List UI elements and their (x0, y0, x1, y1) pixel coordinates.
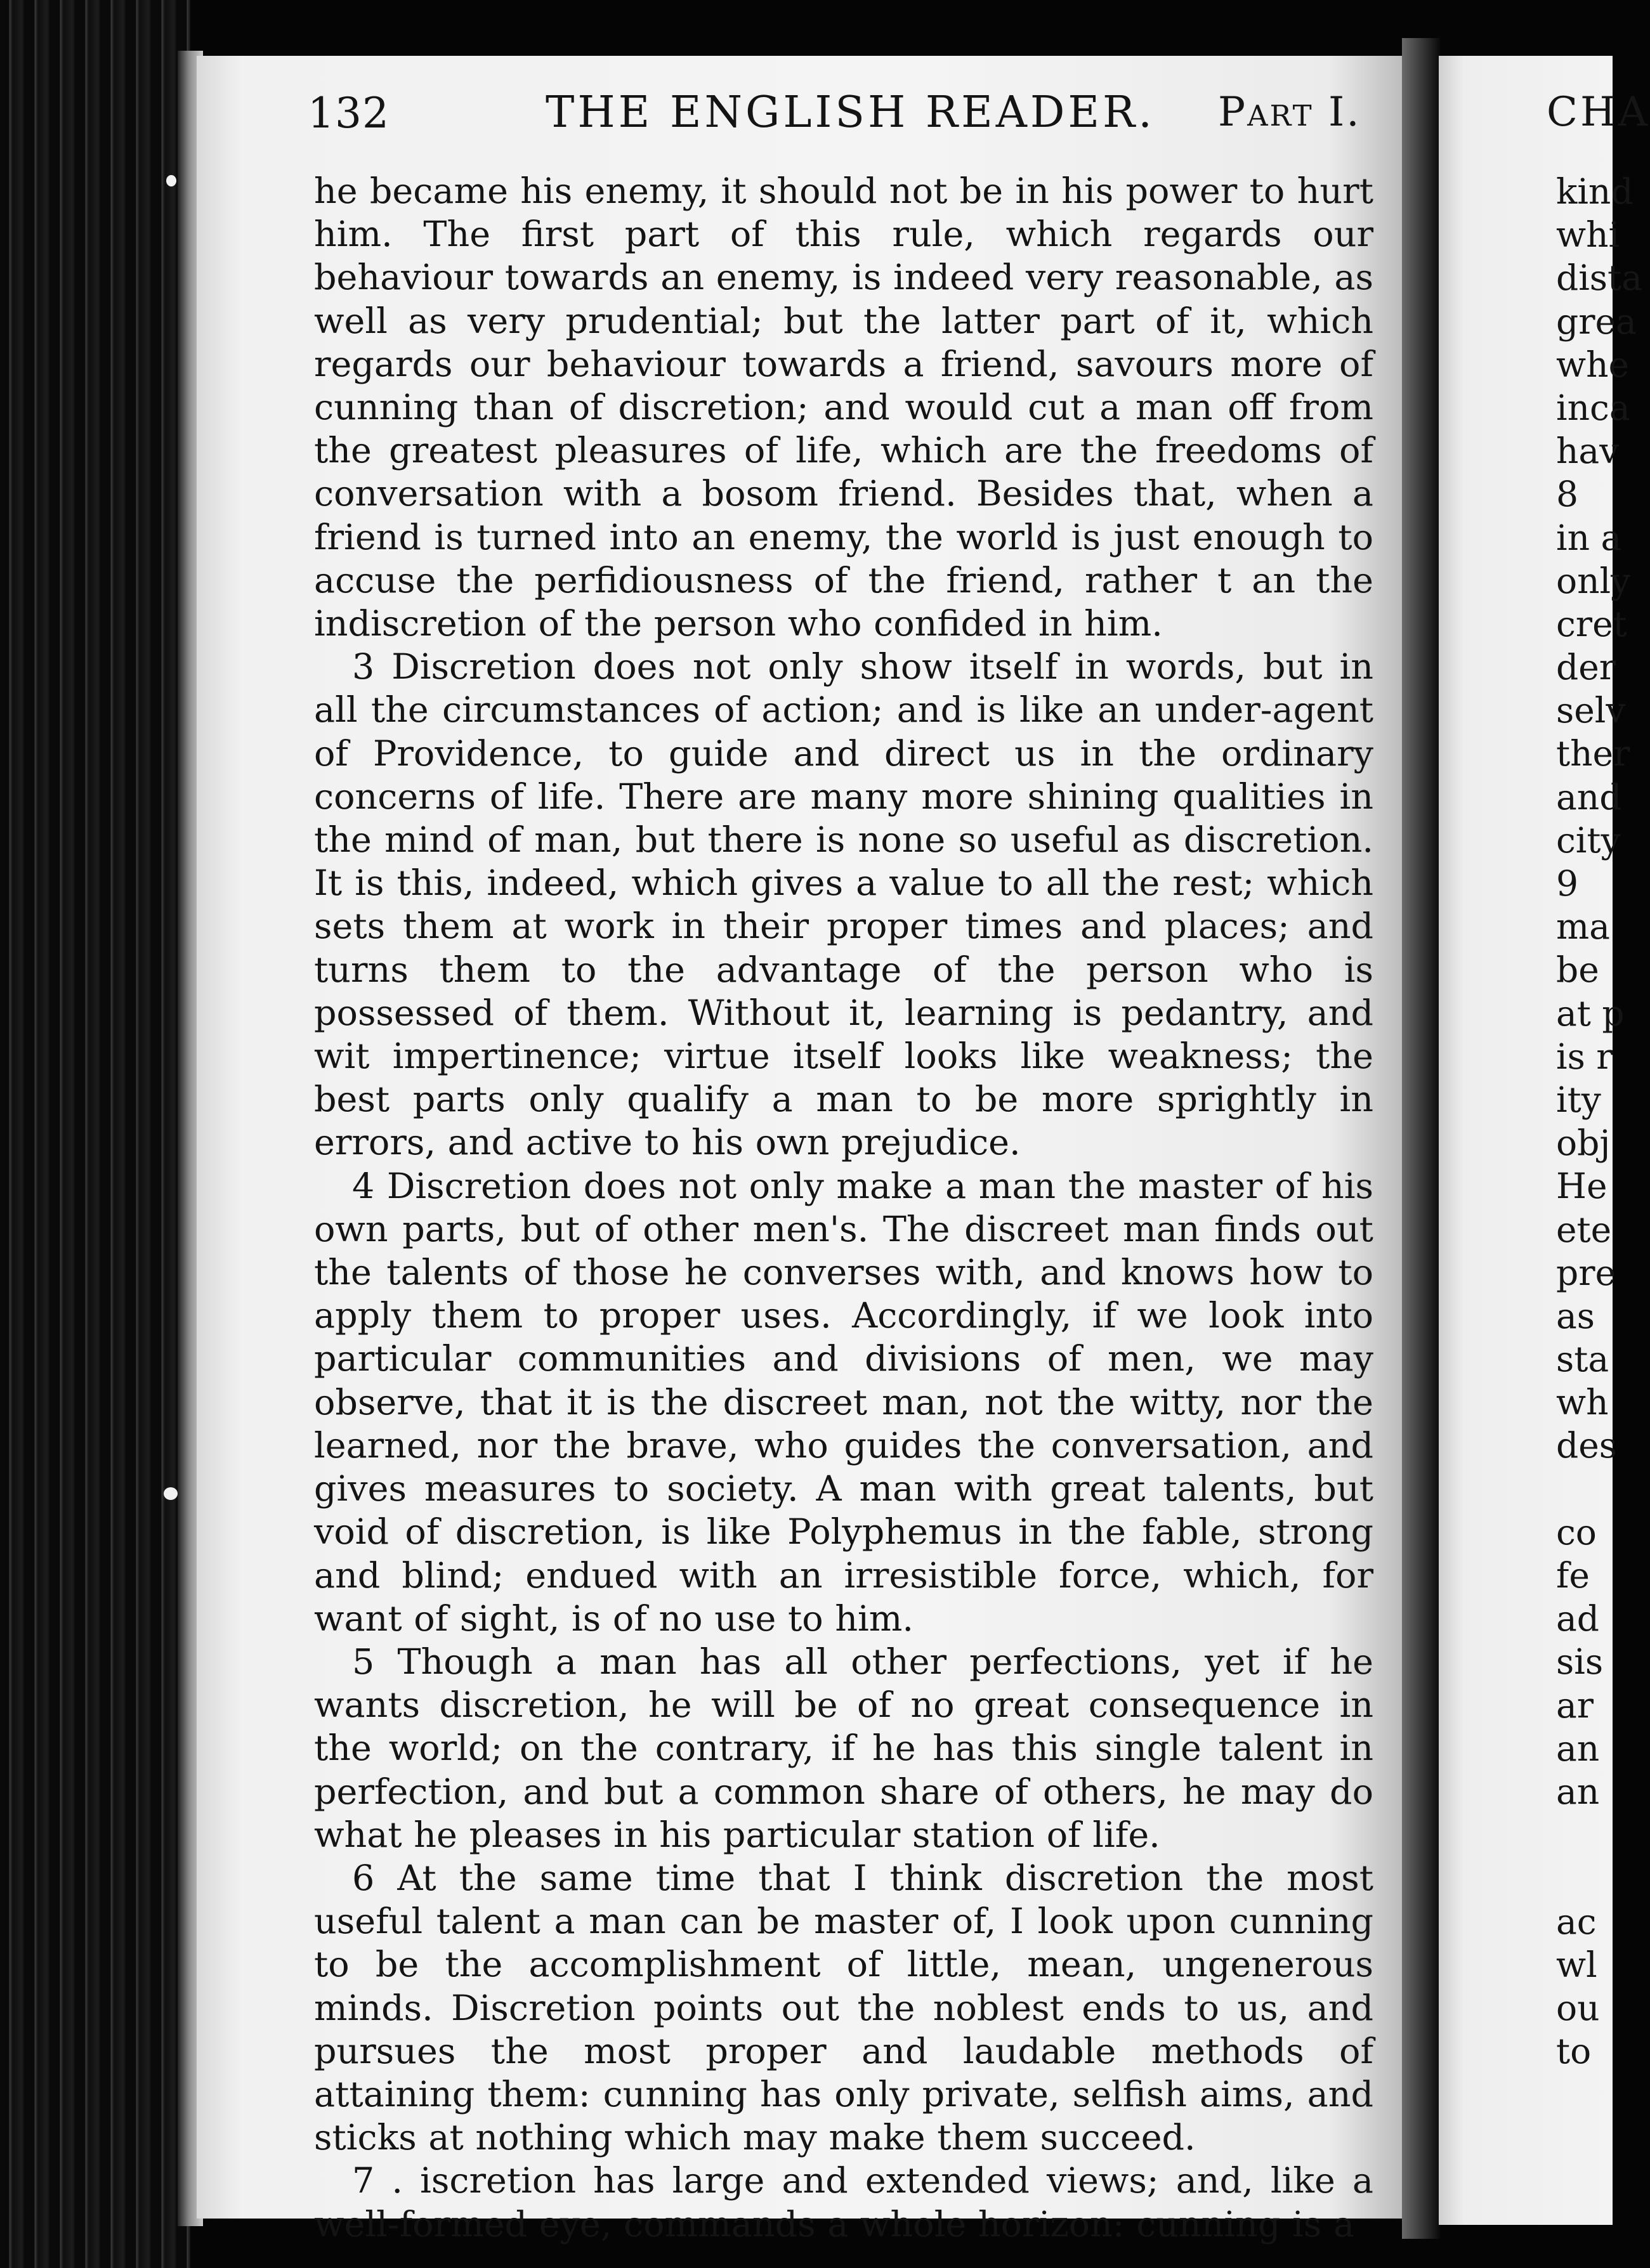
right-page-line: ity (1556, 1079, 1601, 1120)
running-title: THE ENGLISH READER. (546, 88, 1155, 138)
right-page-line: sta (1556, 1339, 1609, 1380)
right-page-line: pre (1556, 1252, 1616, 1293)
paragraph-5: 5 Though a man has all other perfections, yet if he wants discretion, he will be of no great consequence in the world; on the contrary, if he has this single talent in perfection, and but a common share of others, he may do what he pleases in his particular station of life. (314, 1641, 1373, 1856)
right-page-line: to (1556, 2031, 1592, 2072)
right-page-line: whe (1556, 344, 1630, 385)
page-number: 132 (308, 89, 390, 138)
right-page-line: and (1556, 776, 1622, 818)
right-page-line: whi (1556, 214, 1620, 256)
paragraph-6: 6 At the same time that I think discretion the most useful talent a man can be master of, I look upon cunning to be the accomplishment of little, mean, ungenerous minds. Discretion points out the noblest ends to us, and pursues the most proper and laudable methods of attaining them: cunning has only private, selfish aims, and sticks at nothing which may make them succeed. (314, 1857, 1373, 2159)
right-page-line: dista (1556, 257, 1642, 299)
right-page-lines (1556, 170, 1642, 2073)
right-page-line: an (1556, 1728, 1600, 1769)
paragraph-3: 3 Discretion does not only show itself in words, but in all the circumstances of action; and is like an under-agent of Providence, to guide and direct us in the ordinary concerns of life. There are many more shining qualities in the mind of man, but there is none so useful as discretion. It is this, indeed, which gives a value to all the rest; which sets them at work in their proper times and places; and turns them to the advantage of the person who is possessed of them. Without it, learning is pedantry, and wit impertinence; virtue itself looks like weakness; the best parts only qualify a man to be more sprightly in errors, and active to his own prejudice. (314, 646, 1373, 1164)
page-fold-shadow (1402, 38, 1440, 2239)
paper-speck (166, 175, 176, 186)
left-page (197, 56, 1402, 2245)
paper-speck (164, 1487, 178, 1500)
right-page-line: ad (1556, 1598, 1599, 1639)
right-page-line: hav (1556, 431, 1620, 472)
right-page-line: in a (1556, 517, 1622, 558)
right-page-line: at p (1556, 993, 1625, 1034)
right-page-line: 8 (1556, 474, 1578, 515)
right-page-line (1556, 1856, 1642, 1900)
part-label: Part I. (1218, 89, 1361, 136)
right-page-line: des (1556, 1425, 1617, 1466)
right-page-line: selv (1556, 690, 1626, 731)
book-binding-gutter (0, 0, 190, 2268)
right-page-line: city (1556, 819, 1621, 861)
right-page-line: be (1556, 949, 1599, 991)
right-page-line: He (1556, 1166, 1607, 1207)
right-page-line: sis (1556, 1641, 1604, 1683)
right-page-line (1556, 1813, 1642, 1856)
right-page-line: co (1556, 1511, 1597, 1553)
right-page-line (1556, 1468, 1642, 1511)
right-page-line: wh (1556, 1382, 1609, 1423)
right-page-header: CHA (1547, 89, 1650, 136)
right-page-line: ma (1556, 906, 1610, 948)
right-page-line: kind (1556, 171, 1634, 212)
paragraph-7: 7 . iscretion has large and extended views; and, like a well-formed eye, commands a whole horizon: cunning is a (314, 2160, 1373, 2245)
right-page-line: fe (1556, 1555, 1590, 1596)
right-page-line: ther (1556, 733, 1630, 774)
right-page-line: der (1556, 647, 1616, 688)
right-page-line: 9 (1556, 863, 1578, 904)
right-page-line: grea (1556, 301, 1637, 342)
right-page-line: ete (1556, 1209, 1612, 1250)
body-text (314, 170, 1373, 2246)
right-page-line: only (1556, 560, 1631, 601)
right-page-line: inca (1556, 387, 1630, 428)
right-page-line: ac (1556, 1901, 1597, 1942)
right-page-line: ou (1556, 1987, 1600, 2028)
paragraph-4: 4 Discretion does not only make a man the master of his own parts, but of other men's. The discreet man finds out the talents of those he converses with, and knows how to apply them to proper uses. Accordingly, if we look into particular communities and divisions of men, we may observe, that it is the discreet man, not the witty, nor the learned, nor the brave, who guides the conversation, and gives measures to society. A man with great talents, but void of discretion, is like Polyphemus in the fable, strong and blind; endued with an irresistible force, which, for want of sight, is of no use to him. (314, 1165, 1373, 1639)
right-page-line: wl (1556, 1944, 1597, 1985)
right-page-line: is r (1556, 1036, 1613, 1077)
right-page-line: ar (1556, 1685, 1594, 1726)
right-page-line: an (1556, 1771, 1600, 1812)
right-page-cropped (1439, 56, 1650, 2225)
right-page-line: as (1556, 1295, 1595, 1336)
right-page-line: obj (1556, 1123, 1611, 1164)
paragraph-continued: he became his enemy, it should not be in his power to hurt him. The first part of this rule, which regards our behaviour towards an enemy, is indeed very reasonable, as well as very prudential; but the latter part of it, which regards our behaviour towards a friend, savours more of cunning than of discretion; and would cut a man off from the greatest pleasures of life, which are the freedoms of conversation with a bosom friend. Besides that, when a friend is turned into an enemy, the world is just enough to accuse the perfidiousness of the friend, rather t an the indiscretion of the person who confided in him. (314, 171, 1373, 645)
right-page-line: cret (1556, 603, 1627, 644)
